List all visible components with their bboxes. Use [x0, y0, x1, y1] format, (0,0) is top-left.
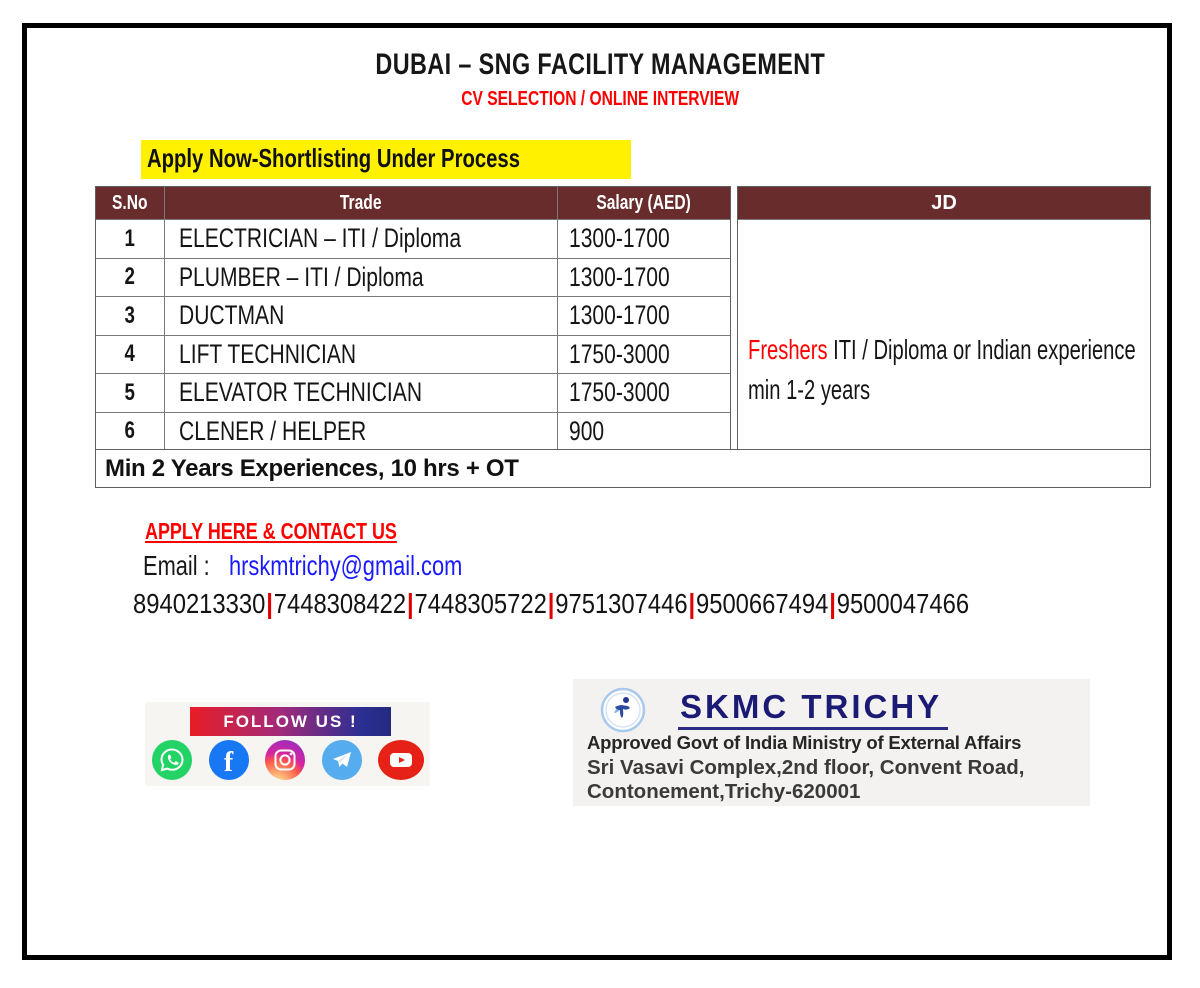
- cell-sno: [96, 220, 164, 258]
- table-row: [96, 412, 730, 451]
- salary-value: 1300-1700: [568, 223, 670, 254]
- cell-sno: [96, 413, 164, 451]
- phone-separator: |: [266, 588, 273, 619]
- cell-sno: [96, 336, 164, 374]
- trade-name: LIFT TECHNICIAN: [178, 338, 356, 369]
- facebook-f-glyph: f: [223, 747, 234, 778]
- cell-sno: [96, 374, 164, 412]
- email-line: [143, 550, 528, 582]
- phone-number[interactable]: 9500047466: [836, 588, 970, 619]
- jd-cell: [738, 219, 1150, 450]
- salary-value: 1300-1700: [568, 261, 670, 292]
- row-number: 6: [124, 417, 136, 445]
- salary-value: 1300-1700: [568, 300, 670, 331]
- phone-number[interactable]: 9751307446: [555, 588, 688, 619]
- trade-name: ELECTRICIAN – ITI / Diploma: [178, 223, 461, 254]
- page-subtitle: CV SELECTION / ONLINE INTERVIEW: [461, 88, 739, 110]
- header-jd: [738, 187, 1150, 219]
- row-number: 4: [124, 340, 136, 368]
- cell-salary: [557, 259, 730, 297]
- trade-name: DUCTMAN: [178, 300, 285, 331]
- cell-salary: [557, 374, 730, 412]
- cell-trade: [164, 297, 557, 335]
- cell-salary: [557, 220, 730, 258]
- table-row: [96, 296, 730, 335]
- table-row: [96, 373, 730, 412]
- phone-separator: |: [547, 588, 555, 619]
- email-link[interactable]: hrskmtrichy@gmail.com: [228, 550, 462, 581]
- phone-number[interactable]: 9500667494: [695, 588, 829, 619]
- telegram-icon[interactable]: [322, 740, 362, 780]
- agency-address-line2: Contonement,Trichy-620001: [587, 780, 861, 803]
- youtube-icon[interactable]: [378, 740, 424, 780]
- salary-value: 900: [568, 415, 604, 446]
- phone-number[interactable]: 8940213330: [133, 588, 266, 619]
- header-sno-label: S.No: [112, 191, 148, 214]
- agency-card: [573, 679, 1090, 806]
- agency-address-line1: Sri Vasavi Complex,2nd floor, Convent Road,: [587, 756, 1025, 779]
- apply-contact-heading-wrap: [145, 518, 468, 545]
- follow-us-label: FOLLOW US !: [223, 711, 358, 731]
- cell-trade: [164, 336, 557, 374]
- cell-salary: [557, 336, 730, 374]
- row-number: 5: [124, 378, 136, 406]
- facebook-icon[interactable]: [209, 740, 249, 780]
- phones: [133, 588, 969, 620]
- apply-now-banner: [141, 140, 631, 179]
- cell-trade: [164, 220, 557, 258]
- jd-freshers-text: Freshers: [748, 334, 828, 365]
- trade-name: PLUMBER – ITI / Diploma: [178, 261, 424, 292]
- agency-name: SKMC TRICHY: [678, 688, 948, 730]
- cell-sno: [96, 297, 164, 335]
- email-label: Email :: [143, 550, 210, 581]
- agency-name-wrap: [678, 688, 948, 726]
- header-trade: [164, 187, 557, 219]
- header-trade-label: Trade: [339, 191, 382, 214]
- follow-us-card: [145, 702, 430, 786]
- trade-name: CLENER / HELPER: [178, 415, 367, 446]
- jd-column: [737, 186, 1151, 451]
- salary-value: 1750-3000: [568, 338, 670, 369]
- social-icons-row: [152, 740, 424, 780]
- header: [0, 48, 1200, 82]
- header-jd-label: JD: [931, 191, 957, 214]
- cell-trade: [164, 413, 557, 451]
- table-row: [96, 219, 730, 258]
- header-sno: [96, 187, 164, 219]
- row-number: 1: [124, 224, 136, 252]
- follow-us-banner: [190, 707, 391, 736]
- phone-separator: |: [829, 588, 836, 619]
- skmc-logo-icon: [600, 687, 646, 738]
- cell-salary: [557, 297, 730, 335]
- row-number: 2: [124, 263, 136, 291]
- header-salary: [557, 187, 730, 219]
- whatsapp-icon[interactable]: [152, 740, 192, 780]
- apply-contact-heading: APPLY HERE & CONTACT US: [145, 518, 397, 544]
- phone-number[interactable]: 7448308422: [273, 588, 407, 619]
- cell-salary: [557, 413, 730, 451]
- phone-separator: |: [406, 588, 414, 619]
- cell-trade: [164, 259, 557, 297]
- page-title: DUBAI – SNG FACILITY MANAGEMENT: [375, 48, 825, 81]
- jd-rest-text: ITI / Diploma or Indian experience min 1-2 years: [748, 334, 1136, 405]
- agency-approved-line: Approved Govt of India Ministry of External Affairs: [587, 732, 1022, 753]
- table-header-row: [96, 187, 730, 219]
- phone-number[interactable]: 7448305722: [414, 588, 547, 619]
- subheader: [0, 88, 1200, 111]
- jobs-table: [95, 186, 731, 451]
- row-number: 3: [124, 301, 136, 329]
- jd-description: [748, 330, 1162, 410]
- salary-value: 1750-3000: [568, 377, 670, 408]
- trade-name: ELEVATOR TECHNICIAN: [178, 377, 422, 408]
- table-row: [96, 258, 730, 297]
- experience-note: Min 2 Years Experiences, 10 hrs + OT: [105, 454, 519, 482]
- apply-now-text: Apply Now-Shortlisting Under Process: [147, 143, 520, 173]
- phone-numbers-line: [133, 588, 1117, 620]
- header-salary-label: Salary (AED): [596, 191, 692, 214]
- experience-note-row: [95, 449, 1151, 488]
- instagram-icon[interactable]: [265, 740, 305, 780]
- phone-separator: |: [688, 588, 696, 619]
- cell-sno: [96, 259, 164, 297]
- cell-trade: [164, 374, 557, 412]
- table-row: [96, 335, 730, 374]
